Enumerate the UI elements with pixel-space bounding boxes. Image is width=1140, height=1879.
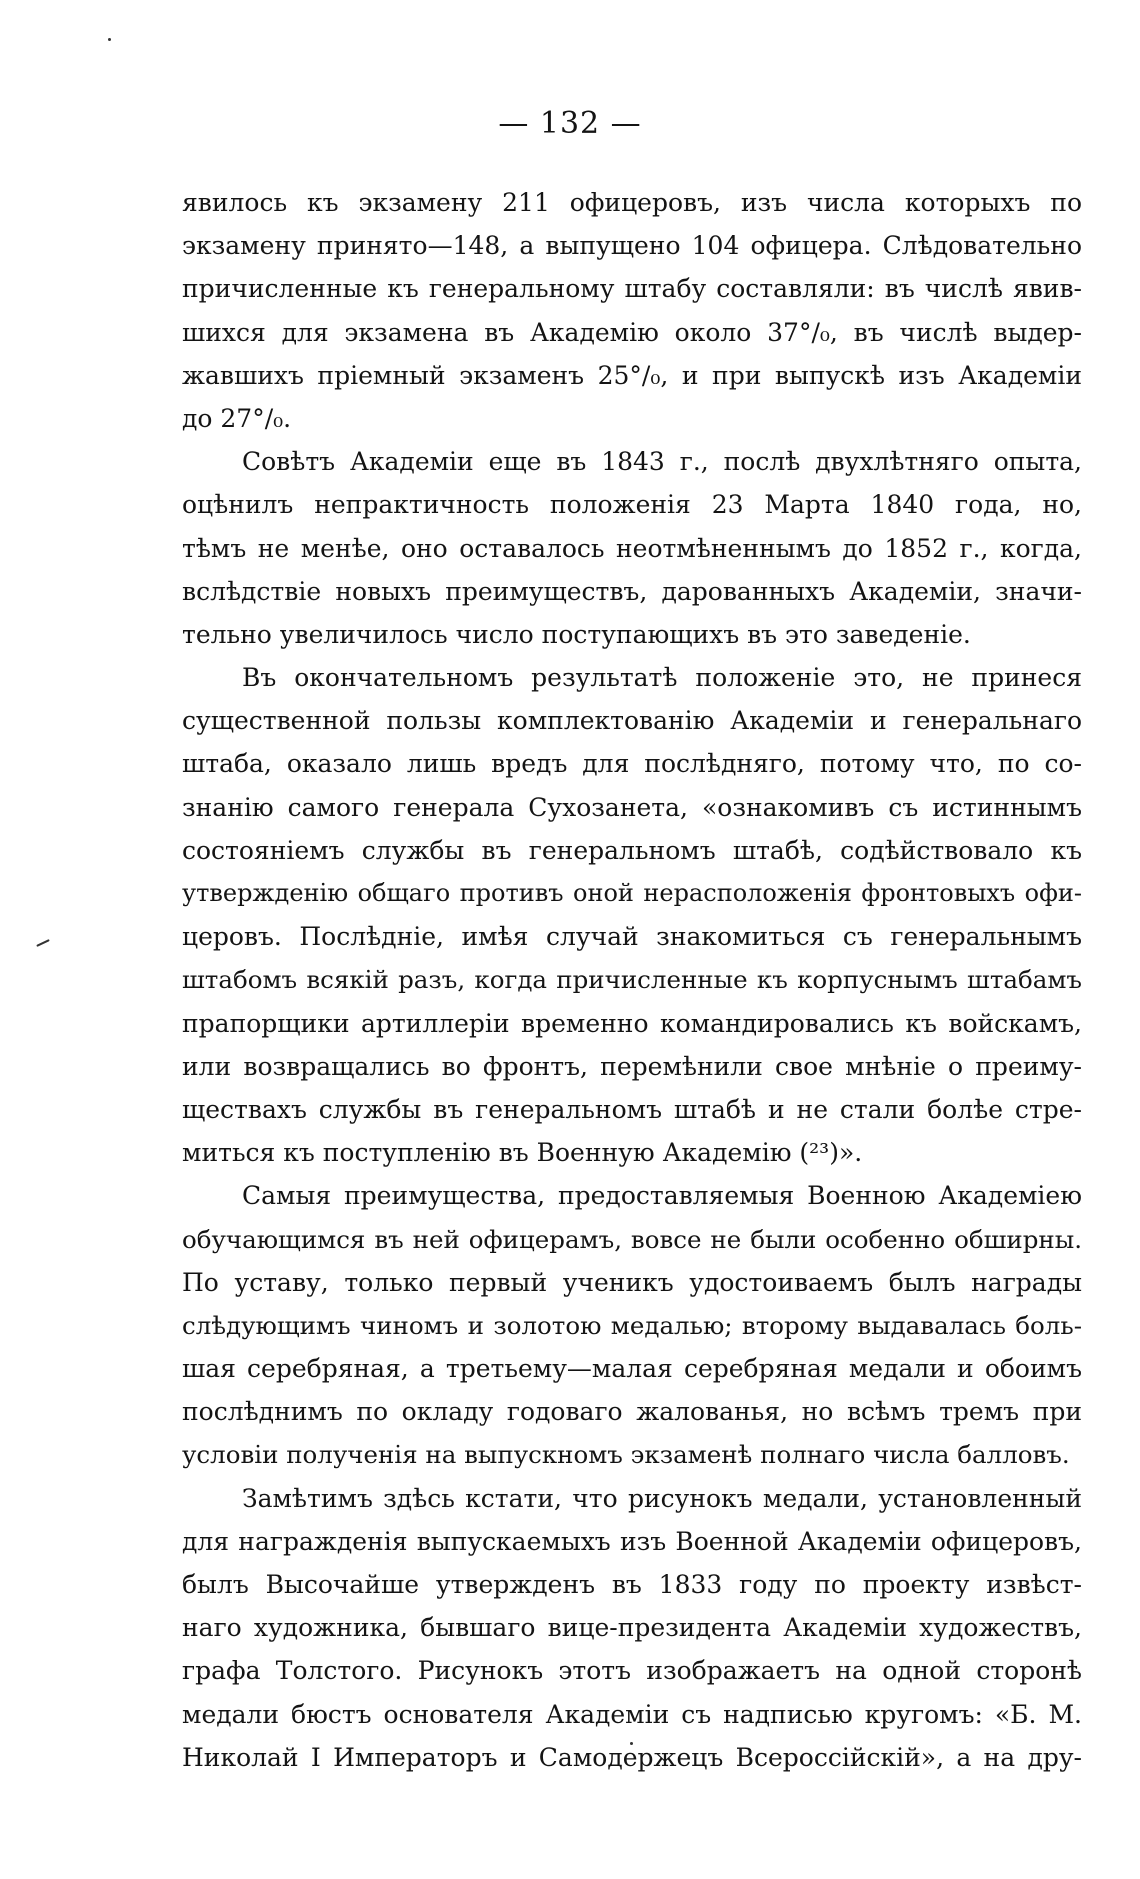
text-line: Замѣтимъ здѣсь кстати, что рисунокъ медали, установленный [242, 1483, 1082, 1513]
text-line: Самыя преимущества, предоставляемыя Военною Академіею [242, 1181, 1082, 1211]
text-line: шая серебряная, а третьему—малая серебряная медали и обоимъ [182, 1354, 1082, 1384]
text-line: медали бюстъ основателя Академіи съ надписью кругомъ: «Б. М. [182, 1699, 1082, 1729]
body-text [182, 181, 1082, 1779]
text-line: былъ Высочайше утвержденъ въ 1833 году по проекту извѣст- [182, 1570, 1082, 1599]
text-line: условіи полученія на выпускномъ экзаменѣ полнаго числа балловъ. [182, 1440, 1070, 1470]
text-line: Совѣтъ Академіи еще въ 1843 г., послѣ двухлѣтняго опыта, [242, 447, 1082, 477]
text-line: тельно увеличилось число поступающихъ въ это заведеніе. [182, 619, 971, 649]
text-line: Въ окончательномъ результатѣ положеніе это, не принеся [242, 663, 1082, 693]
text-line: обучающимся въ ней офицерамъ, вовсе не были особенно обширны. [182, 1224, 1082, 1254]
text-line: явилось къ экзамену 211 офицеровъ, изъ числа которыхъ по [182, 188, 1082, 217]
text-line: наго художника, бывшаго вице-президента Академіи художествъ, [182, 1613, 1082, 1643]
text-line: графа Толстого. Рисунокъ этотъ изображаетъ на одной сторонѣ [182, 1656, 1082, 1686]
text-line: для награжденія выпускаемыхъ изъ Военной Академіи офицеровъ, [182, 1526, 1082, 1556]
text-line: прапорщики артиллеріи временно командировались къ войскамъ, [182, 1008, 1082, 1038]
text-line: оцѣнилъ непрактичность положенія 23 Марта 1840 года, но, [182, 490, 1082, 520]
text-line: существенной пользы комплектованію Академіи и генеральнаго [182, 706, 1082, 736]
scan-speck [108, 38, 111, 41]
text-line: экзамену принято—148, а выпущено 104 офицера. Слѣдовательно [182, 231, 1082, 261]
text-line: шихся для экзамена въ Академію около 37°/₀, въ числѣ выдер- [182, 317, 1082, 347]
text-line: до 27°/₀. [182, 403, 292, 433]
scan-speck [36, 939, 50, 947]
text-line: церовъ. Послѣдніе, имѣя случай знакомиться съ генеральнымъ [182, 922, 1082, 952]
text-line: утвержденію общаго противъ оной нерасположенія фронтовыхъ офи- [182, 879, 1082, 907]
text-line: послѣднимъ по окладу годоваго жалованья, но всѣмъ тремъ при [182, 1397, 1082, 1427]
text-line: тѣмъ не менѣе, оно оставалось неотмѣненнымъ до 1852 г., когда, [182, 533, 1082, 563]
text-line: жавшихъ пріемный экзаменъ 25°/₀, и при выпускѣ изъ Академіи [182, 360, 1082, 390]
text-line: состояніемъ службы въ генеральномъ штабѣ, содѣйствовало къ [182, 835, 1082, 865]
page-number: — 132 — [498, 106, 642, 141]
text-line: знанію самого генерала Сухозанета, «ознакомивъ съ истиннымъ [182, 792, 1082, 822]
text-line: штабомъ всякій разъ, когда причисленные къ корпуснымъ штабамъ [182, 965, 1082, 995]
text-line: штаба, оказало лишь вредъ для послѣдняго, потому что, по со- [182, 749, 1082, 779]
text-line: вслѣдствіе новыхъ преимуществъ, дарованныхъ Академіи, значи- [182, 576, 1082, 606]
text-line: или возвращались во фронтъ, перемѣнили свое мнѣніе о преиму- [182, 1051, 1082, 1081]
text-line: По уставу, только первый ученикъ удостоиваемъ былъ награды [182, 1267, 1082, 1297]
text-line: Николай I Императоръ и Самодержецъ Всероссійскій», а на дру- [182, 1742, 1082, 1772]
text-line: причисленные къ генеральному штабу составляли: въ числѣ явив- [182, 274, 1082, 304]
text-line: ществахъ службы въ генеральномъ штабѣ и не стали болѣе стре- [182, 1094, 1082, 1124]
text-line: слѣдующимъ чиномъ и золотою медалью; второму выдавалась боль- [182, 1310, 1082, 1340]
text-line: миться къ поступленію въ Военную Академію (²³)». [182, 1138, 863, 1168]
